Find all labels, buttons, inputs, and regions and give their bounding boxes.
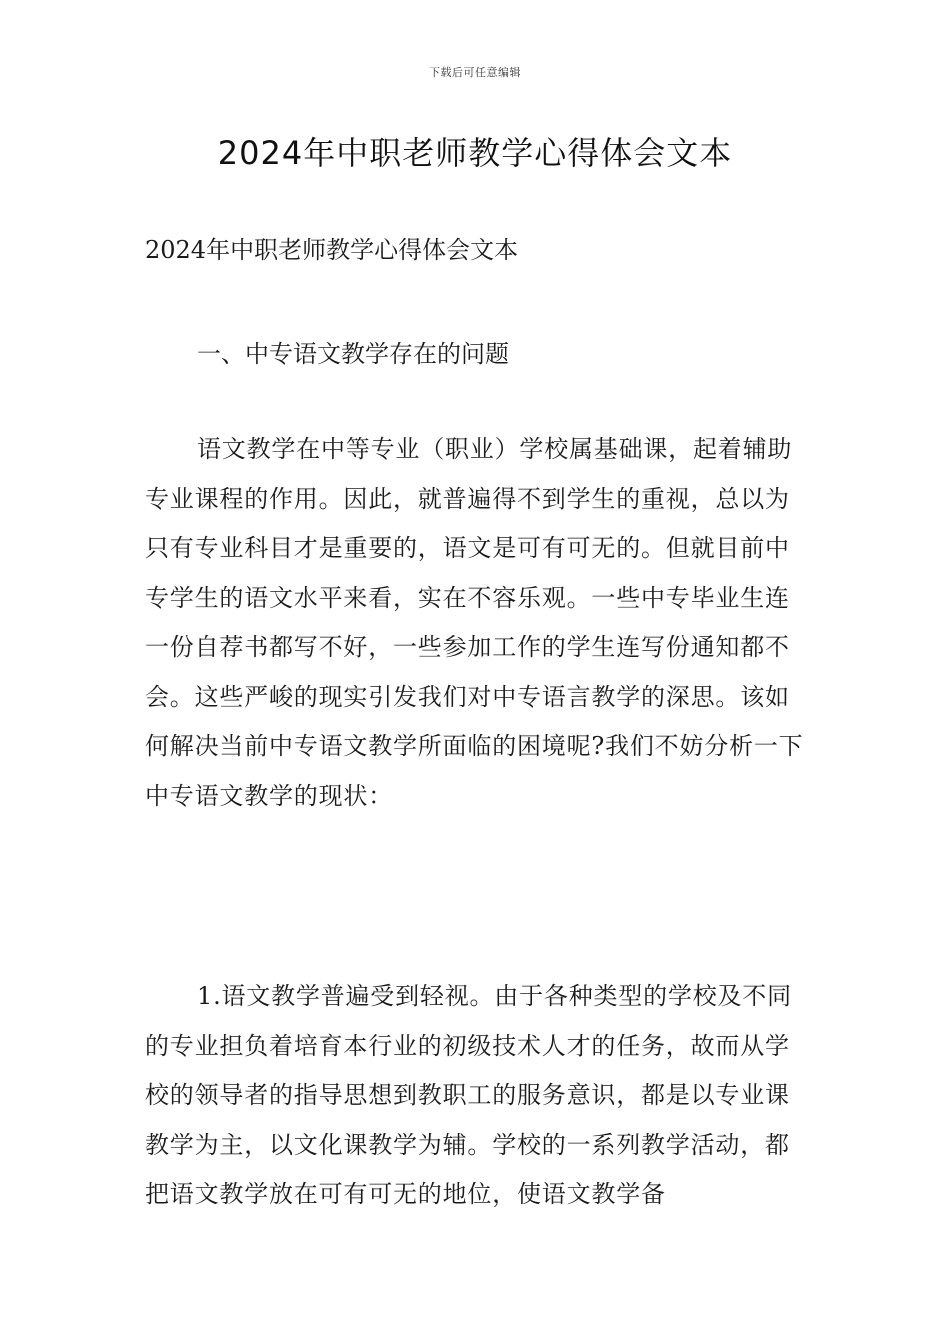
document-title: 2024年中职老师教学心得体会文本	[217, 134, 733, 172]
section-heading: 一、中专语文教学存在的问题	[197, 340, 509, 368]
page-header-note: 下载后可任意编辑	[429, 66, 521, 79]
document-subtitle: 2024年中职老师教学心得体会文本	[145, 236, 519, 264]
body-paragraph: 语文教学在中等专业（职业）学校属基础课，起着辅助专业课程的作用。因此，就普遍得不到学生的重视，总以为只有专业科目才是重要的，语文是可有可无的。但就目前中专学生的语文水平来看，实在不容乐观。一些中专毕业生连一份自荐书都写不好，一些参加工作的学生连写份通知都不会。这些严峻的现实引发我们对中专语言教学的深思。该如何解决当前中专语文教学所面临的困境呢?我们不妨分析一下中专语文教学的现状：	[145, 435, 804, 810]
body-paragraph: 1.语文教学普遍受到轻视。由于各种类型的学校及不同的专业担负着培育本行业的初级技术人才的任务，故而从学校的领导者的指导思想到教职工的服务意识，都是以专业课教学为主，以文化课教学为辅。学校的一系列教学活动，都把语文教学放在可有可无的地位，使语文教学备	[145, 982, 792, 1208]
